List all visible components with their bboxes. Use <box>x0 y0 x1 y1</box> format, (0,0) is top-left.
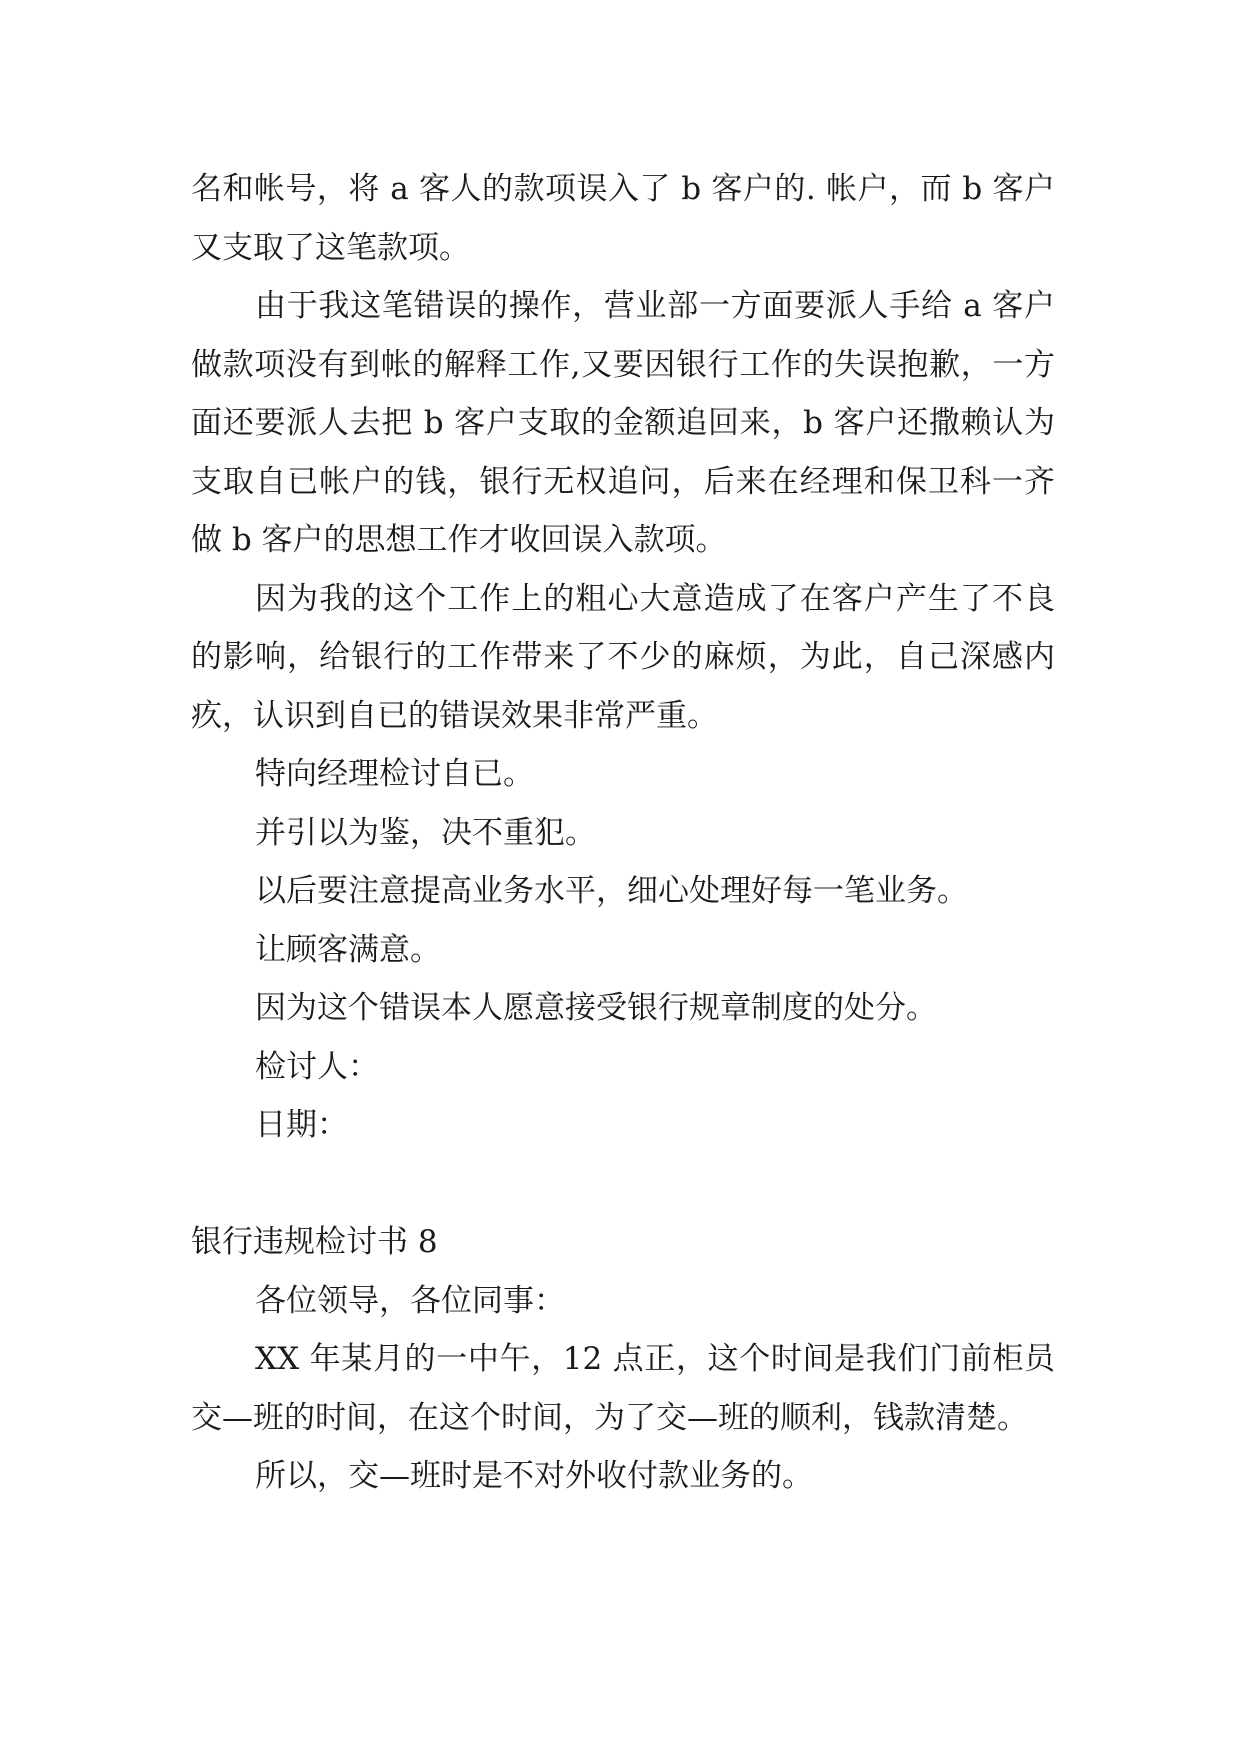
paragraph: 由于我这笔错误的操作，营业部一方面要派人手给 a 客户做款项没有到帐的解释工作,又要因银行工作的失误抱歉，一方面还要派人去把 b 客户支取的金额追回来，b 客户还撒赖认为支取自已帐户的钱，银行无权追问，后来在经理和保卫科一齐做 b 客户的思想工作才收回误入款项。 <box>191 288 1055 558</box>
date-label: 日期： <box>255 1107 348 1143</box>
section-heading: 银行违规检讨书 8 <box>191 1224 438 1260</box>
signature-label: 检讨人： <box>255 1048 379 1085</box>
section-gap <box>191 1155 1055 1214</box>
salutation: 各位领导，各位同事： <box>255 1282 565 1319</box>
paragraph: 所以，交—班时是不对外收付款业务的。 <box>255 1458 813 1494</box>
paragraph-continued: 名和帐号，将 a 客人的款项误入了 b 客户的. 帐户，而 b 客户又支取了这笔款项。 <box>191 171 1055 266</box>
paragraph: XX 年某月的一中午，12 点正，这个时间是我们门前柜员交—班的时间，在这个时间，为了交—班的顺利，钱款清楚。 <box>191 1341 1055 1436</box>
paragraph: 以后要注意提高业务水平，细心处理好每一笔业务。 <box>255 873 968 909</box>
paragraph: 特向经理检讨自已。 <box>255 756 534 792</box>
paragraph: 因为这个错误本人愿意接受银行规章制度的处分。 <box>255 990 937 1026</box>
paragraph: 让顾客满意。 <box>255 931 441 968</box>
paragraph: 并引以为鉴，决不重犯。 <box>255 814 596 851</box>
document-body <box>191 160 1055 1506</box>
paragraph: 因为我的这个工作上的粗心大意造成了在客户产生了不良的影响，给银行的工作带来了不少的麻烦，为此，自己深感内疚，认识到自已的错误效果非常严重。 <box>191 580 1055 734</box>
